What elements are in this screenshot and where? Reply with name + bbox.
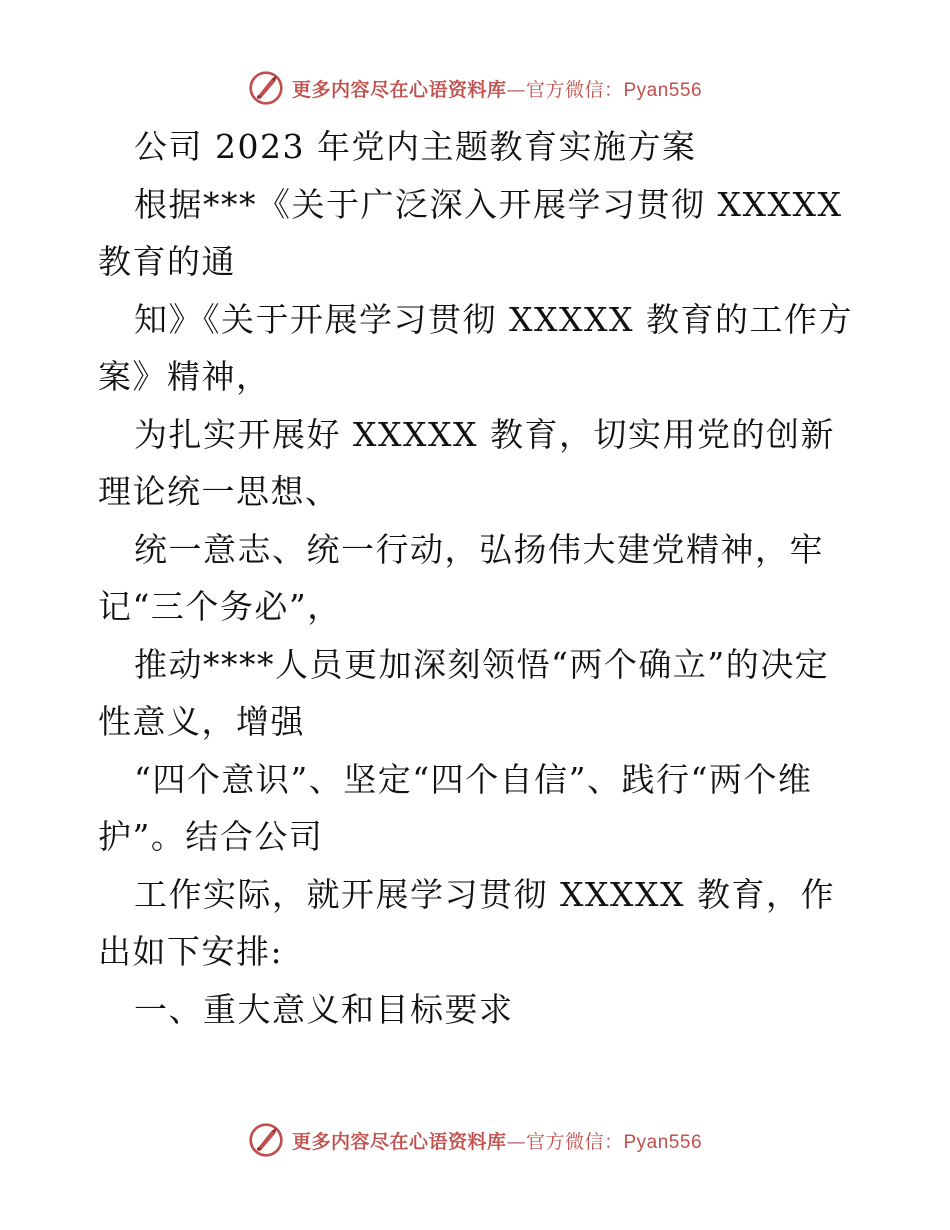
paragraph: 推动****人员更加深刻领悟“两个确立”的决定性意义，增强 xyxy=(98,644,830,741)
watermark-wechat: 官方微信：Pyan556 xyxy=(526,79,703,101)
paragraph: “四个意识”、坚定“四个自信”、践行“两个维护”。结合公司 xyxy=(98,759,813,856)
watermark-separator: — xyxy=(506,78,526,101)
paragraph: 工作实际，就开展学习贯彻 XXXXX 教育，作出如下安排: xyxy=(98,874,835,971)
footer-watermark xyxy=(0,1118,950,1162)
watermark-separator: — xyxy=(506,1130,526,1153)
paragraph: 知》《关于开展学习贯彻 XXXXX 教育的工作方案》精神， xyxy=(98,299,853,396)
paragraph: 为扎实开展好 XXXXX 教育，切实用党的创新理论统一思想、 xyxy=(98,414,835,511)
quill-pen-logo-icon xyxy=(248,70,284,106)
watermark-text xyxy=(292,75,702,102)
document-body xyxy=(98,118,858,1038)
header-watermark xyxy=(0,66,950,110)
watermark-wechat: 官方微信：Pyan556 xyxy=(526,1131,703,1153)
document-title: 公司 2023 年党内主题教育实施方案 xyxy=(134,127,697,166)
quill-pen-logo-icon xyxy=(248,1122,284,1158)
section-heading: 一、重大意义和目标要求 xyxy=(134,989,514,1029)
watermark-brand: 更多内容尽在心语资料库 xyxy=(291,1130,507,1153)
watermark-text xyxy=(292,1127,702,1154)
paragraph: 根据***《关于广泛深入开展学习贯彻 XXXXX 教育的通 xyxy=(98,184,843,281)
watermark-brand: 更多内容尽在心语资料库 xyxy=(291,78,507,101)
paragraph: 统一意志、统一行动，弘扬伟大建党精神，牢记“三个务必”， xyxy=(98,529,824,626)
